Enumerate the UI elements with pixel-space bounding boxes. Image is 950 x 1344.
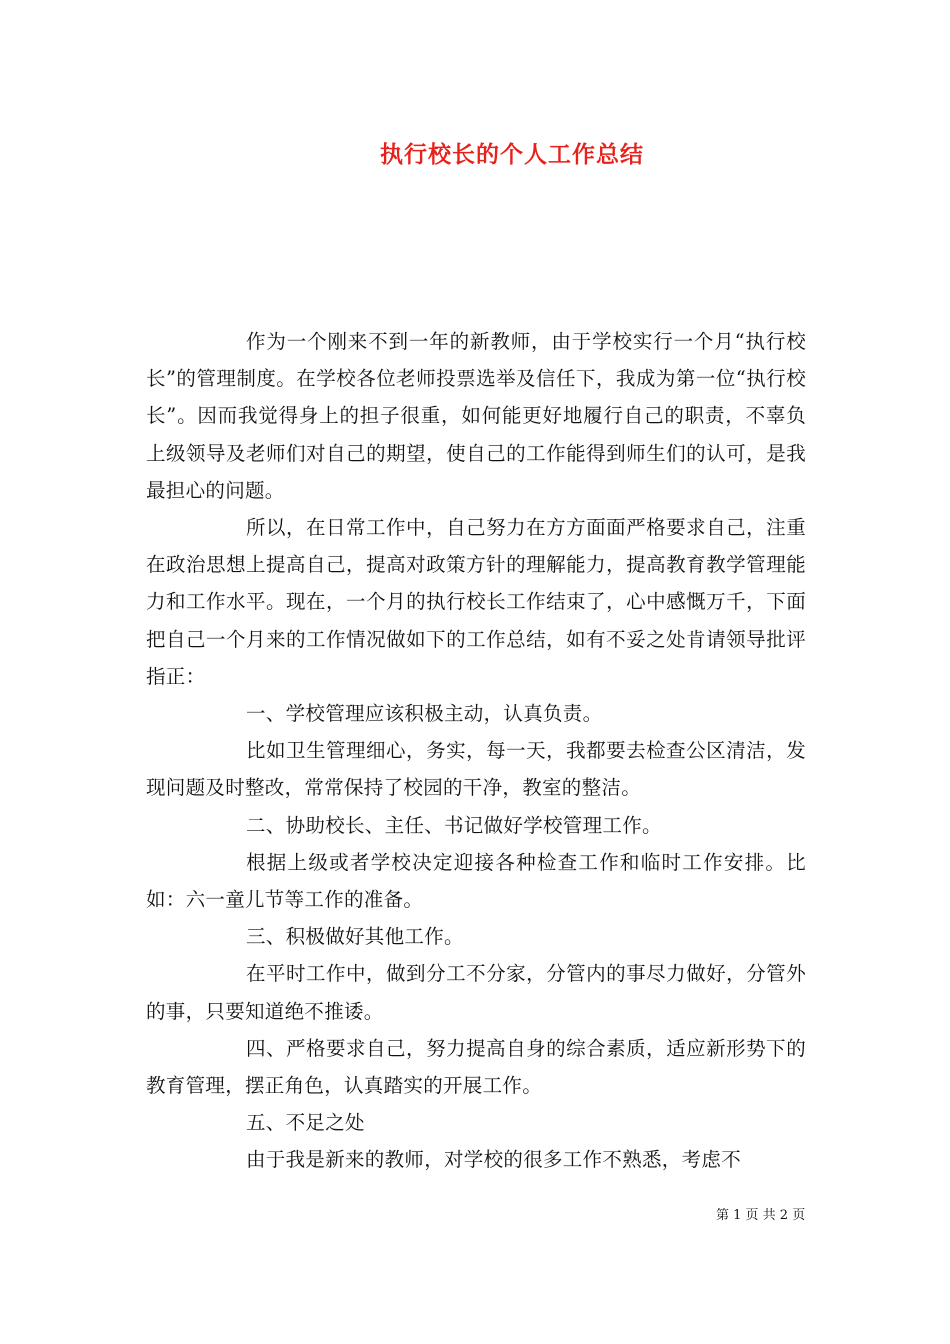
section-heading: 一、学校管理应该积极主动，认真负责。	[246, 702, 603, 726]
section-heading: 五、不足之处	[246, 1111, 365, 1135]
paragraph: 由于我是新来的教师，对学校的很多工作不熟悉，考虑不	[246, 1148, 742, 1172]
document-title: 执行校长的个人工作总结	[380, 141, 644, 168]
section-heading: 三、积极做好其他工作。	[246, 925, 464, 949]
document-body	[146, 323, 806, 1179]
paragraph: 在平时工作中，做到分工不分家，分管内的事尽力做好，分管外的事，只要知道绝不推诿。	[146, 962, 806, 1023]
paragraph: 根据上级或者学校决定迎接各种检查工作和临时工作安排。比如：六一童儿节等工作的准备。	[146, 850, 806, 912]
section-heading: 四、严格要求自己，努力提高自身的综合素质，适应新形势下的教育管理，摆正角色，认真踏实的开展工作。	[146, 1036, 806, 1098]
paragraph: 作为一个刚来不到一年的新教师，由于学校实行一个月“执行校长”的管理制度。在学校各位老师投票选举及信任下，我成为第一位“执行校长”。因而我觉得身上的担子很重，如何能更好地履行自己的职责，不辜负上级领导及老师们对自己的期望，使自己的工作能得到师生们的认可，是我最担心的问题。	[146, 330, 806, 502]
paragraph: 所以，在日常工作中，自己努力在方方面面严格要求自己，注重在政治思想上提高自己，提高对政策方针的理解能力，提高教育教学管理能力和工作水平。现在，一个月的执行校长工作结束了，心中感慨万千，下面把自己一个月来的工作情况做如下的工作总结，如有不妥之处肯请领导批评指正：	[146, 516, 806, 688]
section-heading: 二、协助校长、主任、书记做好学校管理工作。	[246, 813, 662, 837]
page-number-footer: 第 1 页 共 2 页	[716, 1208, 806, 1223]
paragraph: 比如卫生管理细心，务实，每一天，我都要去检查公区清洁，发现问题及时整改，常常保持了校园的干净，教室的整洁。	[146, 739, 806, 800]
